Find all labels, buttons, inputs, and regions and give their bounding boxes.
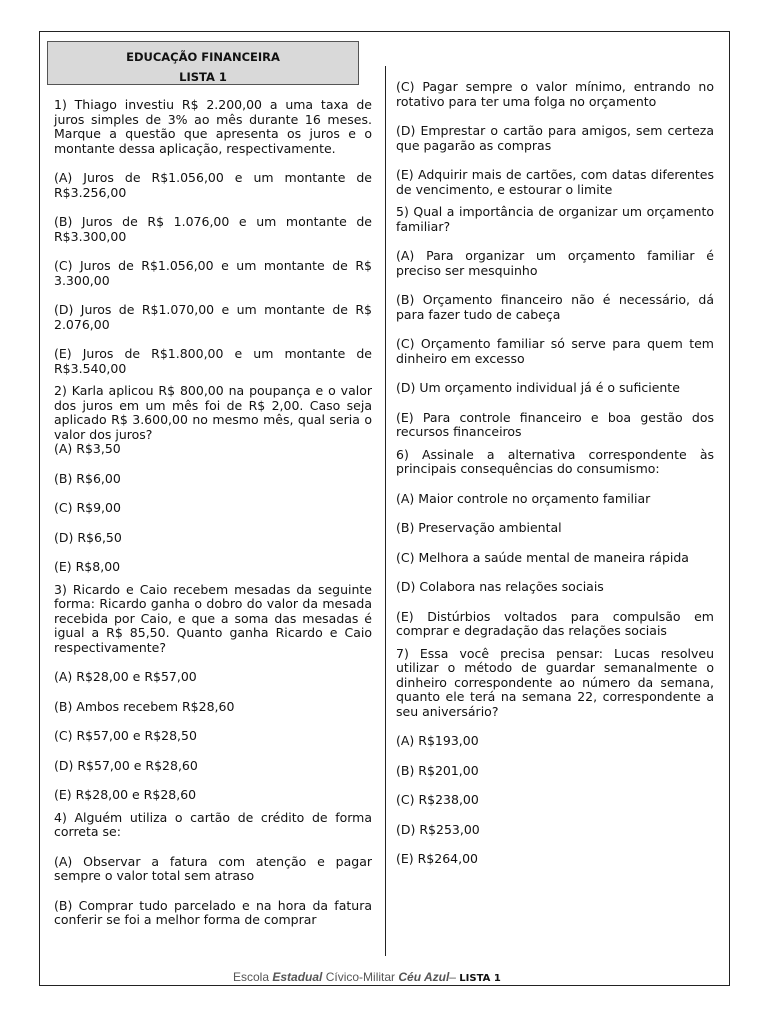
question-3-option-c: (C) R$57,00 e R$28,50 xyxy=(54,728,197,743)
footer-ceu-azul: Céu Azul xyxy=(398,970,450,984)
footer-prefix: Escola xyxy=(233,970,273,984)
question-7-option-a: (A) R$193,00 xyxy=(396,733,479,748)
question-3-option-a: (A) R$28,00 e R$57,00 xyxy=(54,669,197,684)
question-5-option-b: (B) Orçamento financeiro não é necessário, dá para fazer tudo de cabeça xyxy=(396,292,714,322)
question-2-option-d: (D) R$6,50 xyxy=(54,529,122,545)
question-1-stem: 1) Thiago investiu R$ 2.200,00 a uma taxa de juros simples de 3% ao mês durante 16 meses. Marque a questão que apresenta os juros e o montante dessa aplicação, respectivamente. xyxy=(54,97,372,156)
question-7-stem: 7) Essa você precisa pensar: Lucas resolveu utilizar o método de guardar semanalmente o dinheiro correspondente ao número da semana, quanto ele terá na semana 22, correspondente a seu aniversário? xyxy=(396,645,714,719)
question-7-option-c: (C) R$238,00 xyxy=(396,792,479,807)
footer-middle: Cívico-Militar xyxy=(322,970,399,984)
question-6-option-b: (B) Preservação ambiental xyxy=(396,520,562,535)
question-1-option-a: (A) Juros de R$1.056,00 e um montante de R$3.256,00 xyxy=(54,170,372,200)
question-2-option-c: (C) R$9,00 xyxy=(54,500,121,515)
question-3-stem: 3) Ricardo e Caio recebem mesadas da seguinte forma: Ricardo ganha o dobro do valor da mesada recebida por Caio, e que a soma das mesadas é igual a R$ 85,50. Quanto ganha Ricardo e Caio respectivamente? xyxy=(54,581,372,655)
question-2-option-e: (E) R$8,00 xyxy=(54,559,121,574)
header-box xyxy=(47,41,359,85)
column-divider xyxy=(385,66,386,956)
question-5-option-a: (A) Para organizar um orçamento familiar é preciso ser mesquinho xyxy=(396,248,714,278)
question-1-option-c: (C) Juros de R$1.056,00 e um montante de R$ 3.300,00 xyxy=(54,258,372,288)
right-column xyxy=(396,80,714,867)
question-5-stem: 5) Qual a importância de organizar um orçamento familiar? xyxy=(396,204,714,234)
question-7-option-b: (B) R$201,00 xyxy=(396,762,479,778)
question-2-option-b: (B) R$6,00 xyxy=(54,470,121,486)
footer-dash: – xyxy=(449,970,460,984)
question-3-option-e: (E) R$28,00 e R$28,60 xyxy=(54,787,197,802)
question-1-option-b: (B) Juros de R$ 1.076,00 e um montante de R$3.300,00 xyxy=(54,214,372,244)
question-3-option-b: (B) Ambos recebem R$28,60 xyxy=(54,698,235,714)
question-4-stem: 4) Alguém utiliza o cartão de crédito de forma correta se: xyxy=(54,809,372,839)
question-3-option-d: (D) R$57,00 e R$28,60 xyxy=(54,757,198,773)
question-5-option-e: (E) Para controle financeiro e boa gestão dos recursos financeiros xyxy=(396,409,714,439)
question-4-option-a: (A) Observar a fatura com atenção e pagar sempre o valor total sem atraso xyxy=(54,853,372,883)
question-6-option-e: (E) Distúrbios voltados para compulsão em comprar e degradação das relações sociais xyxy=(396,608,714,638)
header-subtitle: LISTA 1 xyxy=(179,70,227,84)
question-1-option-d: (D) Juros de R$1.070,00 e um montante de R$ 2.076,00 xyxy=(54,302,372,332)
question-6-stem: 6) Assinale a alternativa correspondente às principais consequências do consumismo: xyxy=(396,446,714,476)
question-1-option-e: (E) Juros de R$1.800,00 e um montante de R$3.540,00 xyxy=(54,346,372,376)
question-7-option-e: (E) R$264,00 xyxy=(396,851,479,866)
footer xyxy=(233,970,501,984)
footer-lista: LISTA 1 xyxy=(459,973,501,984)
question-2-stem: 2) Karla aplicou R$ 800,00 na poupança e o valor dos juros em um mês foi de R$ 2,00. Caso seja aplicado R$ 3.600,00 no mesmo mês, qual seria o valor dos juros? xyxy=(54,383,372,442)
header-title: EDUCAÇÃO FINANCEIRA xyxy=(126,50,280,64)
question-6-option-a: (A) Maior controle no orçamento familiar xyxy=(396,490,651,506)
question-5-option-d: (D) Um orçamento individual já é o suficiente xyxy=(396,380,680,395)
question-4-option-b: (B) Comprar tudo parcelado e na hora da fatura conferir se foi a melhor forma de comprar xyxy=(54,897,372,927)
question-4-option-c: (C) Pagar sempre o valor mínimo, entrando no rotativo para ter uma folga no orçamento xyxy=(396,79,714,109)
question-7-option-d: (D) R$253,00 xyxy=(396,821,480,837)
footer-estadual: Estadual xyxy=(272,970,323,984)
question-2-option-a: (A) R$3,50 xyxy=(54,441,121,456)
question-4-option-e: (E) Adquirir mais de cartões, com datas diferentes de vencimento, e estourar o limite xyxy=(396,167,714,197)
question-5-option-c: (C) Orçamento familiar só serve para quem tem dinheiro em excesso xyxy=(396,336,714,366)
question-6-option-d: (D) Colabora nas relações sociais xyxy=(396,579,604,594)
question-6-option-c: (C) Melhora a saúde mental de maneira rápida xyxy=(396,549,689,565)
left-column xyxy=(54,98,372,928)
question-4-option-d: (D) Emprestar o cartão para amigos, sem certeza que pagarão as compras xyxy=(396,123,714,153)
